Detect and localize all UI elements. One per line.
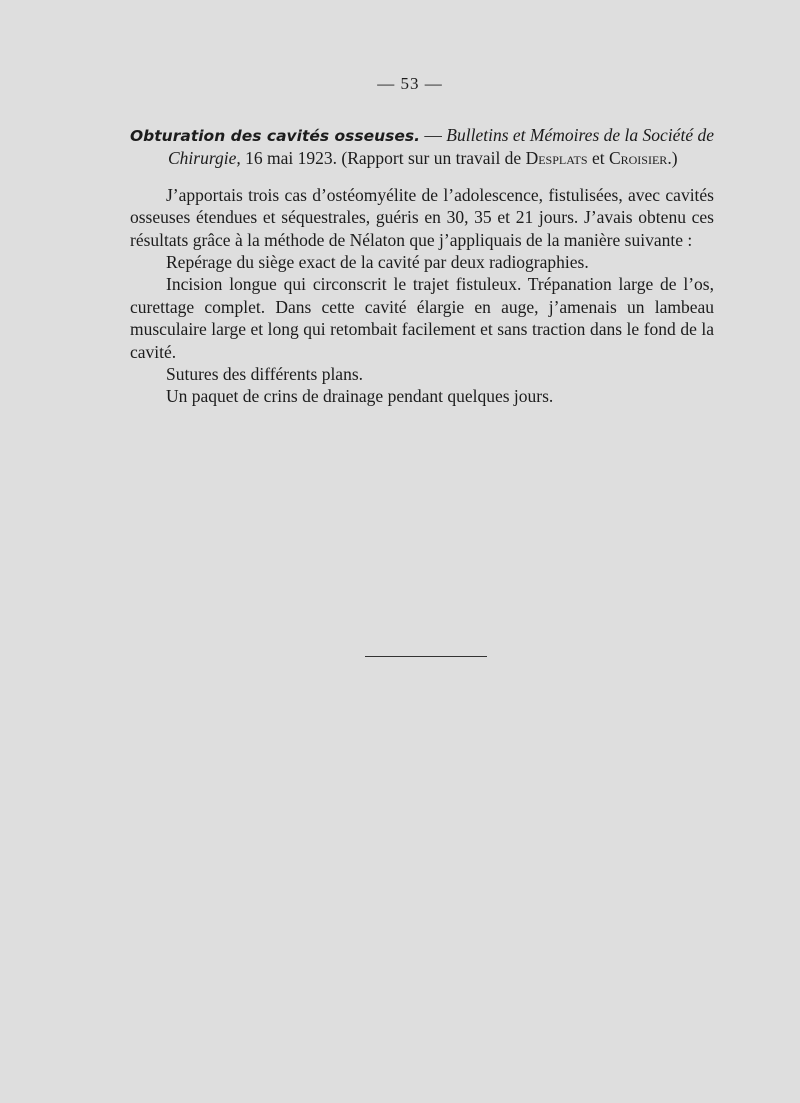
publication-date: 16 mai 1923. (Rapport sur un travail de <box>240 148 526 169</box>
author-desplats: Desplats <box>525 148 588 169</box>
heading-and: et <box>587 148 609 169</box>
paragraph-1: J’apportais trois cas d’ostéomyélite de l’adolescence, fistulisées, avec cavités osseuses étendues et séquestrales, guéris en 30, 35 et 21 jours. J’avais obtenu ces résultats grâce à la méthode de Nélaton que j’appliquais de la manière suivante : <box>130 184 714 250</box>
article-title: Obturation des cavités osseuses. <box>130 127 421 145</box>
paragraph-3: Incision longue qui circonscrit le trajet fistuleux. Trépanation large de l’os, curettage complet. Dans cette cavité élargie en auge, j’amenais un lambeau musculaire large et long qui retombait facilement et sans traction dans le fond de la cavité. <box>130 274 714 362</box>
reference-heading <box>130 124 714 170</box>
section-divider <box>365 656 487 657</box>
text-block <box>130 124 714 408</box>
heading-dash: — <box>420 125 447 145</box>
heading-end: .) <box>667 148 678 169</box>
journal-name: Bulletins et Mémoires de la Société de Chirurgie, <box>168 125 714 169</box>
paragraph-5: Un paquet de crins de drainage pendant quelques jours. <box>166 386 554 407</box>
paragraph-2: Repérage du siège exact de la cavité par deux radiographies. <box>166 252 589 273</box>
page-number: — 53 — <box>377 74 443 93</box>
paragraph-4: Sutures des différents plans. <box>166 364 364 385</box>
author-croisier: Croisier <box>608 148 668 169</box>
